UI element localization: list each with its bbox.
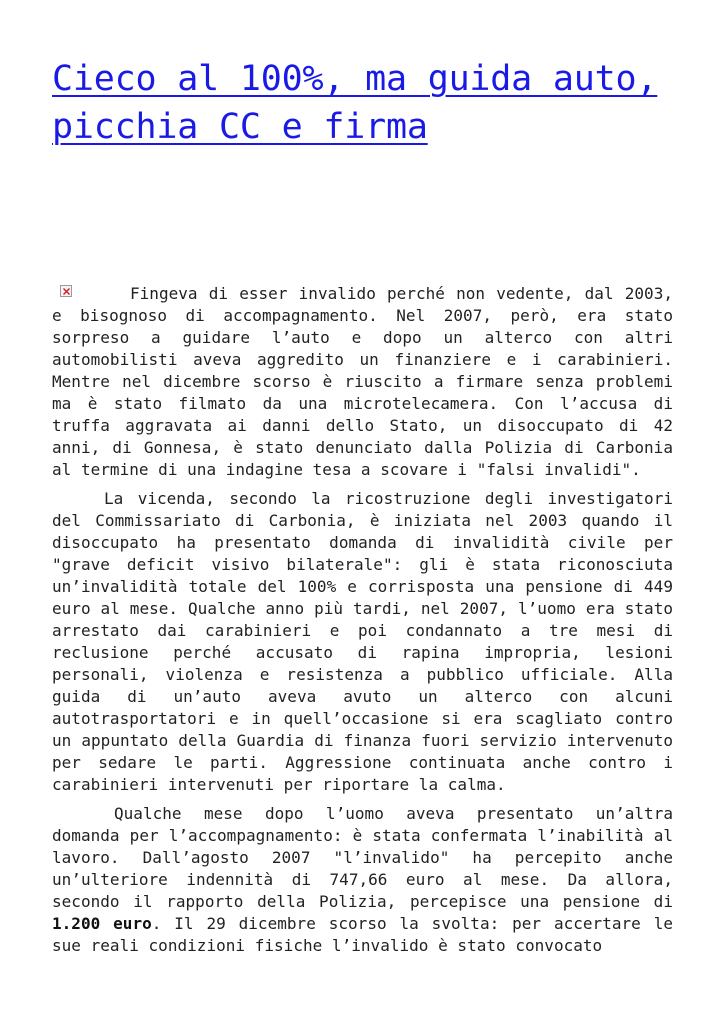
title-line-2: picchia CC e firma [52,107,428,147]
paragraph-3-text-b: . Il 29 dicembre scorso la svolta: per accertare le sue reali condizioni fisiche l’invalido è stato convocato [52,914,673,955]
article-page [52,0,673,955]
paragraph-1 [52,283,673,481]
paragraph-1-text: Fingeva di esser invalido perché non vedente, dal 2003, e bisognoso di accompagnamento. Nel 2007, però, era stato sorpreso a guidare l’auto e dopo un alterco con altri automobilisti aveva aggredito un finanziere e i carabinieri. Mentre nel dicembre scorso è riuscito a firmare senza problemi ma è stato filmato da una microtelecamera. Con l’accusa di truffa aggravata ai danni dello Stato, un disoccupato di 42 anni, di Gonnesa, è stato denunciato dalla Polizia di Carbonia al termine di una indagine tesa a scovare i "falsi invalidi". [52,284,673,479]
title-line-1: Cieco al 100%, ma guida auto, [52,59,658,99]
article-body [52,283,673,964]
article-title [52,55,673,151]
article-title-link[interactable] [52,59,657,147]
pension-amount: 1.200 euro [52,914,152,933]
broken-image-icon [60,285,72,297]
paragraph-3 [52,803,673,957]
paragraph-3-text-a: Qualche mese dopo l’uomo aveva presentato un’altra domanda per l’accompagnamento: è stata confermata l’inabilità al lavoro. Dall’agosto 2007 "l’invalido" ha percepito anche un’ulteriore indennità di 747,66 euro al mese. Da allora, secondo il rapporto della Polizia, percepisce una pensione di [52,804,673,911]
paragraph-2: La vicenda, secondo la ricostruzione degli investigatori del Commissariato di Carbonia, è iniziata nel 2003 quando il disoccupato ha presentato domanda di invalidità civile per "grave deficit visivo bilaterale": gli è stata riconosciuta un’invalidità totale del 100% e corrisposta una pensione di 449 euro al mese. Qualche anno più tardi, nel 2007, l’uomo era stato arrestato dai carabinieri e poi condannato a tre mesi di reclusione perché accusato di rapina impropria, lesioni personali, violenza e resistenza a pubblico ufficiale. Alla guida di un’auto aveva avuto un alterco con alcuni autotrasportatori e in quell’occasione si era scagliato contro un appuntato della Guardia di finanza fuori servizio intervenuto per sedare le parti. Aggressione continuata anche contro i carabinieri intervenuti per riportare la calma. [52,489,673,794]
